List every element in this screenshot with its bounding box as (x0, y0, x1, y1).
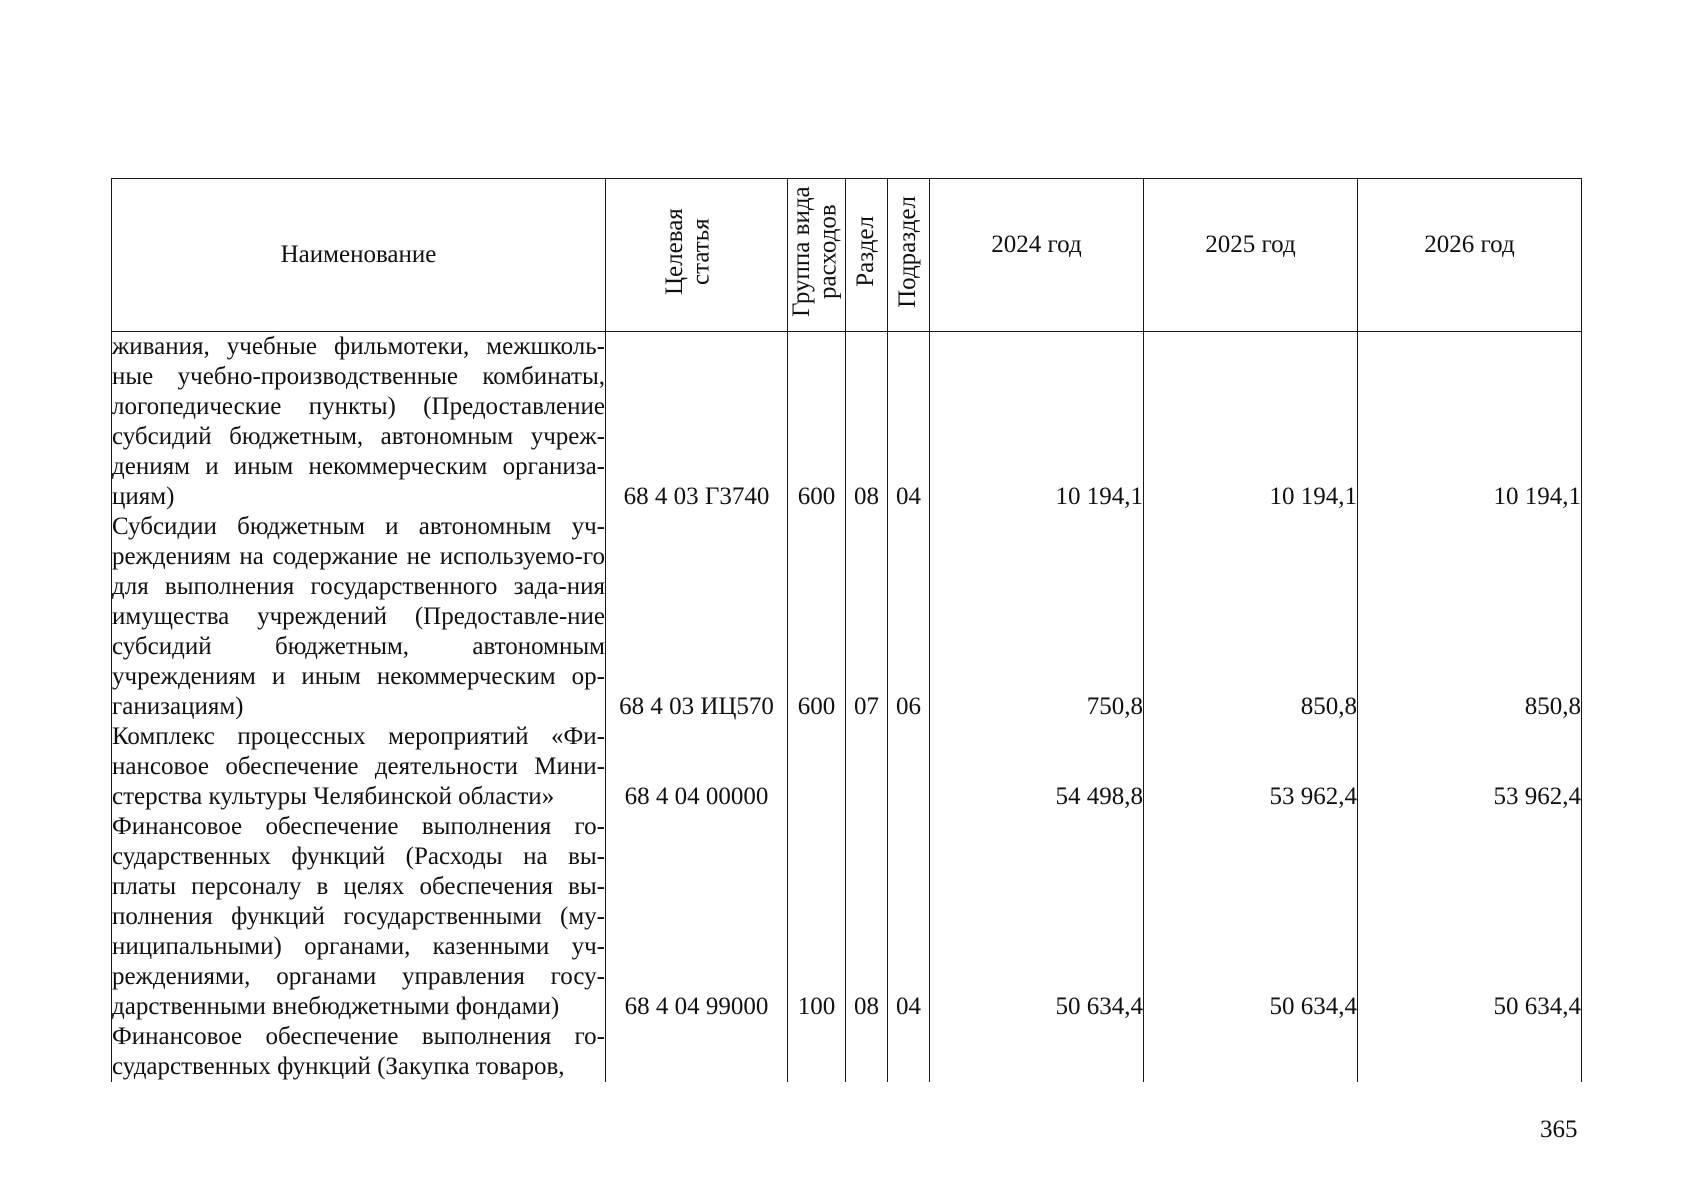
row-target-article: 68 4 03 ИЦ570 (606, 512, 788, 722)
row-subsection: 04 (888, 812, 930, 1022)
row-section (846, 722, 888, 812)
row-expense-group: 100 (788, 812, 846, 1022)
row-2025: 850,8 (1144, 512, 1358, 722)
page-number: 365 (1540, 1116, 1578, 1143)
table-row (112, 722, 1582, 812)
row-2024: 54 498,8 (930, 722, 1144, 812)
row-2026: 50 634,4 (1358, 812, 1582, 1022)
row-2025: 53 962,4 (1144, 722, 1358, 812)
row-subsection: 04 (888, 332, 930, 513)
row-target-article: 68 4 04 99000 (606, 812, 788, 1022)
row-section: 08 (846, 332, 888, 513)
row-expense-group (788, 1022, 846, 1082)
row-name: Комплекс процессных мероприятий «Фи-нансовое обеспечение деятельности Мини-стерства культуры Челябинской области» (112, 723, 605, 810)
row-subsection (888, 1022, 930, 1082)
header-2026: 2026 год (1358, 179, 1582, 332)
row-2026 (1358, 1022, 1582, 1082)
row-2025: 10 194,1 (1144, 332, 1358, 513)
row-2026: 53 962,4 (1358, 722, 1582, 812)
row-target-article: 68 4 03 Г3740 (606, 332, 788, 513)
row-expense-group (788, 722, 846, 812)
row-2025 (1144, 1022, 1358, 1082)
header-target-article: Целевая статья (606, 179, 788, 332)
row-2024: 750,8 (930, 512, 1144, 722)
header-expense-group: Группа вида расходов (788, 179, 846, 332)
header-section: Раздел (846, 179, 888, 332)
row-section (846, 1022, 888, 1082)
row-name: Финансовое обеспечение выполнения го-сударственных функций (Закупка товаров, (112, 1023, 605, 1080)
table-row (112, 512, 1582, 722)
table-header-row (112, 179, 1582, 332)
row-2026: 850,8 (1358, 512, 1582, 722)
header-name: Наименование (112, 179, 606, 332)
row-2025: 50 634,4 (1144, 812, 1358, 1022)
row-2024 (930, 1022, 1144, 1082)
row-2026: 10 194,1 (1358, 332, 1582, 513)
row-target-article: 68 4 04 00000 (606, 722, 788, 812)
header-2024: 2024 год (930, 179, 1144, 332)
row-subsection: 06 (888, 512, 930, 722)
row-2024: 10 194,1 (930, 332, 1144, 513)
table-row (112, 812, 1582, 1022)
row-name: живания, учебные фильмотеки, межшколь-ные учебно-производственные комбинаты, логопедические пункты) (Предоставление субсидий бюджетным, автономным учреж-дениям и иным некоммерческим организа-циям) (112, 333, 605, 510)
header-2025: 2025 год (1144, 179, 1358, 332)
row-name: Финансовое обеспечение выполнения го-сударственных функций (Расходы на вы-платы персоналу в целях обеспечения вы-полнения функций государственными (му-ниципальными) органами, казенными уч-реждениями, органами управления госу-дарственными внебюджетными фондами) (112, 813, 605, 1020)
row-expense-group: 600 (788, 332, 846, 513)
row-target-article (606, 1022, 788, 1082)
row-section: 07 (846, 512, 888, 722)
row-2024: 50 634,4 (930, 812, 1144, 1022)
row-section: 08 (846, 812, 888, 1022)
row-subsection (888, 722, 930, 812)
table-row (112, 1022, 1582, 1082)
header-subsection: Подраздел (888, 179, 930, 332)
row-expense-group: 600 (788, 512, 846, 722)
row-name: Субсидии бюджетным и автономным уч-реждениям на содержание не используемо-го для выполнения государственного зада-ния имущества учреждений (Предоставле-ние субсидий бюджетным, автономным учреждениям и иным некоммерческим ор-ганизациям) (112, 513, 605, 720)
budget-table (111, 178, 1582, 1082)
table-row (112, 332, 1582, 513)
